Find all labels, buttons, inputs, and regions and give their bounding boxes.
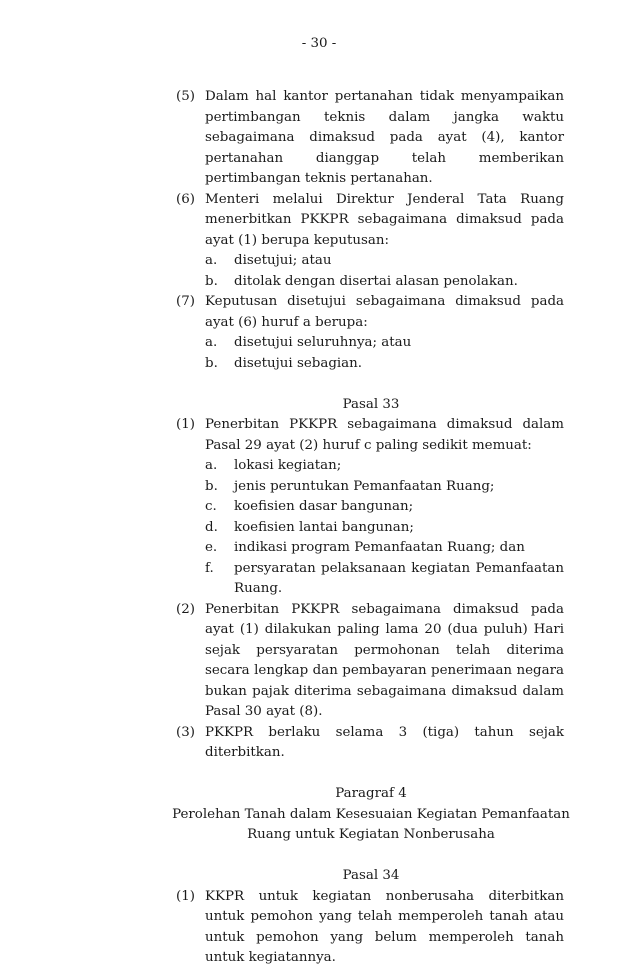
item-text: koefisien dasar bangunan; (234, 499, 414, 514)
ayat-text: Penerbitan PKKPR sebagaimana dimaksud dalam Pasal 29 ayat (2) huruf c paling sedikit memuat: (205, 417, 564, 453)
item-letter: e. (205, 540, 218, 555)
ayat-text: Menteri melalui Direktur Jenderal Tata Ruang menerbitkan PKKPR sebagaimana dimaksud pada ayat (1) berupa keputusan: (205, 191, 564, 248)
item-text: disetujui seluruhnya; atau (234, 335, 412, 350)
item-letter: a. (205, 335, 218, 350)
spacer (178, 764, 564, 785)
ayat-number: (1) (176, 888, 195, 904)
pasal-33 (178, 395, 564, 764)
item-text: lokasi kegiatan; (234, 458, 342, 473)
list-item (205, 518, 564, 539)
item-text: disetujui; atau (234, 253, 332, 268)
ayat-text: Keputusan disetujui sebagaimana dimaksud pada ayat (6) huruf a berupa: (205, 294, 564, 330)
ayat-number: (3) (176, 724, 195, 740)
ayat-number: (6) (176, 191, 195, 207)
item-letter: a. (205, 253, 218, 268)
ayat-text: PKKPR berlaku selama 3 (tiga) tahun sejak diterbitkan. (205, 724, 564, 760)
list-item (205, 477, 564, 498)
paragraf-4 (168, 784, 574, 846)
list-item (205, 559, 564, 600)
item-letter: c. (205, 499, 217, 514)
item-list (205, 456, 564, 600)
ayat-number: (2) (176, 601, 195, 617)
item-text: indikasi program Pemanfaatan Ruang; dan (234, 540, 525, 555)
list-item (205, 272, 564, 293)
ayat-2 (178, 600, 564, 723)
item-letter: b. (205, 478, 218, 494)
item-letter: a. (205, 458, 218, 473)
ayat-1 (178, 887, 564, 969)
item-text: persyaratan pelaksanaan kegiatan Pemanfaatan Ruang. (234, 560, 564, 596)
item-text: koefisien lantai bangunan; (234, 519, 414, 535)
ayat-7 (178, 292, 564, 374)
item-letter: f. (205, 560, 214, 576)
ayat-number: (7) (176, 294, 195, 309)
document-body (172, 87, 570, 969)
ayat-number: (5) (176, 89, 195, 104)
paragraf-subtitle-line-2: Ruang untuk Kegiatan Nonberusaha (247, 827, 495, 842)
item-letter: d. (205, 519, 218, 535)
item-letter: b. (205, 273, 218, 289)
list-item (205, 251, 564, 272)
list-item (205, 538, 564, 559)
list-item (205, 456, 564, 477)
section-continuation (178, 87, 564, 374)
paragraf-subtitle-line-1: Perolehan Tanah dalam Kesesuaian Kegiatan Pemanfaatan (172, 806, 570, 822)
ayat-3 (178, 723, 564, 764)
ayat-text: Dalam hal kantor pertanahan tidak menyampaikan pertimbangan teknis dalam jangka waktu sebagaimana dimaksud pada ayat (4), kantor pertanahan dianggap telah memberikan pertimbangan teknis pertanahan. (205, 89, 564, 186)
ayat-5 (178, 87, 564, 190)
list-item (205, 354, 564, 375)
item-letter: b. (205, 355, 218, 371)
item-text: ditolak dengan disertai alasan penolakan. (234, 273, 518, 289)
spacer (178, 374, 564, 395)
pasal-title: Pasal 34 (342, 868, 400, 883)
paragraf-title: Paragraf 4 (335, 786, 407, 801)
item-list (205, 333, 564, 374)
spacer (178, 846, 564, 867)
item-text: disetujui sebagian. (234, 355, 363, 371)
ayat-1 (178, 415, 564, 600)
ayat-number: (1) (176, 417, 195, 432)
pasal-34 (178, 866, 564, 969)
list-item (205, 497, 564, 518)
list-item (205, 333, 564, 354)
ayat-6 (178, 190, 564, 293)
page-number: - 30 - (301, 36, 337, 51)
item-list (205, 251, 564, 292)
item-text: jenis peruntukan Pemanfaatan Ruang; (234, 478, 495, 494)
ayat-text: Penerbitan PKKPR sebagaimana dimaksud pada ayat (1) dilakukan paling lama 20 (dua puluh) Hari sejak persyaratan permohonan telah diterima secara lengkap dan pembayaran penerimaan negara bukan pajak diterima sebagaimana dimaksud dalam Pasal 30 ayat (8). (205, 601, 564, 719)
ayat-text: KKPR untuk kegiatan nonberusaha diterbitkan untuk pemohon yang telah memperoleh tanah atau untuk pemohon yang belum memperoleh tanah untuk kegiatannya. (205, 888, 564, 965)
pasal-title: Pasal 33 (342, 396, 400, 412)
